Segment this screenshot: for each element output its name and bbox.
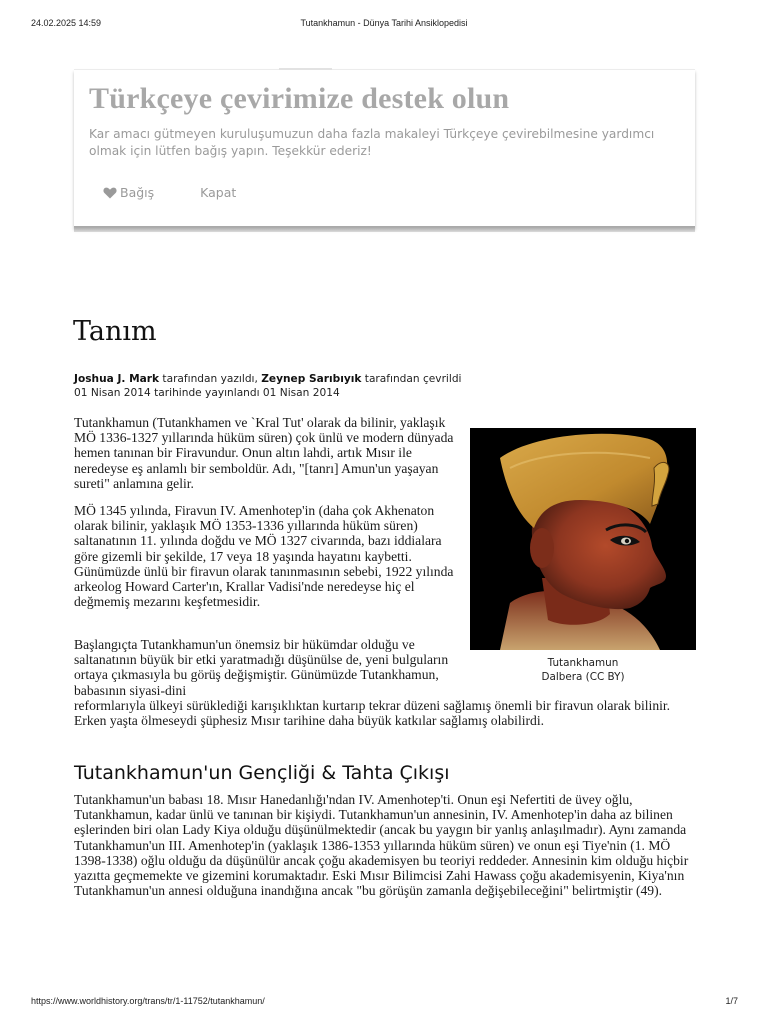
paragraph-1: Tutankhamun (Tutankhamen ve `Kral Tut' olarak da bilinir, yaklaşık MÖ 1336-1327 yıllarında hüküm süren) çok ünlü ve modern dünyada hemen tanınan bir Firavundur. Onun altın lahdi, artık Mısır ile neredeyse eş anlamlı bir semboldür. Adı, "[tanrı] Amun'un yaşayan sureti" anlamına gelir. — [74, 415, 454, 491]
page-number: 1/7 — [725, 996, 738, 1006]
banner-divider — [74, 226, 695, 232]
donation-banner — [74, 69, 695, 227]
translator-suffix: tarafından çevrildi — [361, 373, 462, 385]
print-doc-title: Tutankhamun - Dünya Tarihi Ansiklopedisi — [300, 18, 468, 28]
banner-text: Kar amacı gütmeyen kuruluşumuzun daha fazla makaleyi Türkçeye çevirebilmesine yardımcı olmak için lütfen bağış yapın. Teşekkür ederiz! — [89, 127, 655, 158]
banner-actions — [103, 185, 236, 200]
caption-credit[interactable]: Dalbera (CC BY) — [541, 671, 625, 683]
print-url[interactable]: https://www.worldhistory.org/trans/tr/1-11752/tutankhamun/ — [31, 996, 265, 1006]
paragraph-2: MÖ 1345 yılında, Firavun IV. Amenhotep'in (daha çok Akhenaton olarak bilinir, yaklaşık MÖ 1353-1336 yıllarında hüküm süren) saltanatının 11. yılında doğdu ve MÖ 1327 civarında, bazı iddialara göre gizemli bir şekilde, 17 veya 18 yaşında hayatını kaybetti. Günümüzde ünlü bir firavun olarak tanınmasının sebebi, 1922 yılında arkeolog Howard Carter'ın, Krallar Vadisi'nde neredeyse hiç el değmemiş mezarını keşfetmesidir. — [74, 503, 454, 610]
caption-title: Tutankhamun — [547, 657, 619, 669]
tutankhamun-bust-image[interactable] — [470, 428, 696, 650]
print-datetime: 24.02.2025 14:59 — [31, 18, 102, 28]
author-suffix: tarafından yazıldı, — [159, 373, 262, 385]
page-title: Tanım — [73, 316, 157, 347]
donate-label: Bağış — [120, 185, 155, 200]
author-link[interactable]: Joshua J. Mark — [74, 373, 160, 385]
close-banner-button[interactable]: Kapat — [200, 185, 237, 200]
paragraph-4: Tutankhamun'un babası 18. Mısır Hanedanlığı'ndan IV. Amenhotep'ti. Onun eşi Nefertiti de üvey oğlu, Tutankhamun, kadar ünlü ve tanınan bir kişiydi. Tutankhamun'un annesinin, IV. Amenhotep'in daha az bilinen eşlerinden biri olan Lady Kiya olduğu düşünülmektedir (ancak bu yaygın bir yanlış anlaşılmadır). Aynı zamanda Tutankhamun'un III. Amenhotep'in (yaklaşık 1386-1353 yıllarında hüküm süren) ve onun eşi Tiye'nin (1. MÖ 1398-1338) oğlu olduğu da düşünülür ancak çoğu akademisyen bu teoriyi reddeder. Annesinin kim olduğu hiçbir yazıtta geçmemekte ve gizemini korumaktadır. Eski Mısır Bilimcisi Zahi Hawass çoğu akademisyenin, Kiya'nın Tutankhamun'un annesi olduğuna inandığına ancak "bu görüşün zamanla değişebileceğini" belirtmiştir (49). — [74, 792, 689, 899]
banner-tab — [279, 68, 332, 70]
section-heading: Tutankhamun'un Gençliği & Tahta Çıkışı — [74, 762, 450, 784]
paragraph-3: Başlangıçta Tutankhamun'un önemsiz bir hükümdar olduğu ve saltanatının büyük bir etki yaratmadığı düşünülse de, yeni bulguların ortaya çıkmasıyla bu görüş değişmiştir. Günümüzde Tutankhamun, babasının siyasi-dini — [74, 637, 449, 698]
figure-caption — [470, 656, 696, 684]
publish-dates: 01 Nisan 2014 tarihinde yayınlandı 01 Nisan 2014 — [74, 387, 340, 399]
byline — [74, 372, 462, 400]
donate-button[interactable] — [103, 185, 154, 200]
translator-link[interactable]: Zeynep Sarıbıyık — [261, 373, 362, 385]
banner-title: Türkçeye çevirimize destek olun — [89, 82, 510, 115]
heart-icon — [103, 187, 117, 199]
paragraph-3-continued: reformlarıyla ülkeyi sürüklediği karışıklıktan kurtarıp tekrar düzeni sağlamış önemli bir firavun olarak bilinir. Erken yaşta ölmeseydi şüphesiz Mısır tarihine daha büyük katkılar sağlamış olabilirdi. — [74, 698, 671, 729]
